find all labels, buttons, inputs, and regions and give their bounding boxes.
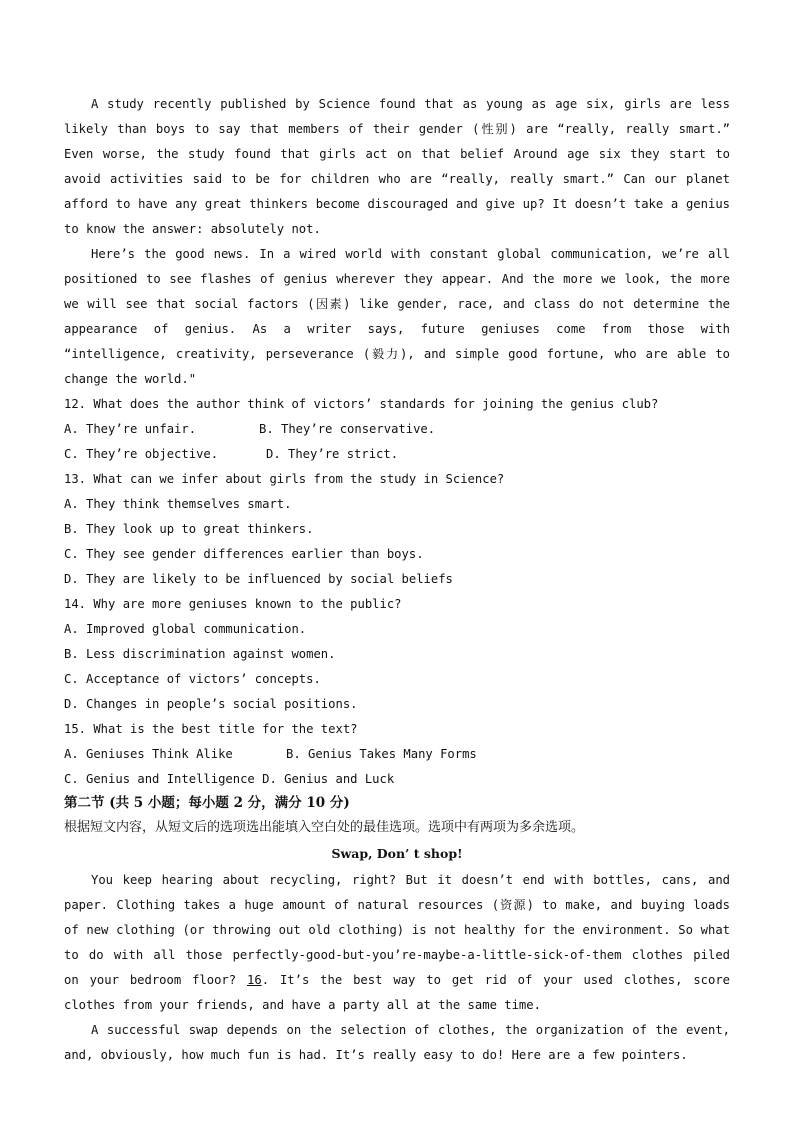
question-15-options-row-2[interactable]: C. Genius and Intelligence D. Genius and Luck <box>64 772 395 786</box>
paragraph-text: You keep hearing about recycling, right? But it doesn’t end with bottles, cans, and paper. Clothing takes a huge amount of natural resources (资源) to make, and buying loads of new clothing (or throwing out old clothing) is not healthy for the environment. So what to do with all those perfectly-good-but-you’re-maybe-a-little-sick-of-them clothes piled on your bedroom floor? <box>64 873 730 987</box>
option-a[interactable]: A. They’re unfair. <box>64 422 197 436</box>
section-instruction: 根据短文内容，从短文后的选项选出能填入空白处的最佳选项。选项中有两项为多余选项。 <box>64 820 585 835</box>
option-a[interactable]: A. Geniuses Think Alike <box>64 747 233 761</box>
exam-page <box>64 92 730 1068</box>
section-heading: 第二节 (共 5 小题；每小题 2 分，满分 10 分) <box>64 795 350 811</box>
option-b[interactable]: B. Genius Takes Many Forms <box>286 747 477 761</box>
passage-title: Swap, Don’ t shop! <box>331 846 463 861</box>
option-a[interactable]: A. They think themselves smart. <box>64 497 292 511</box>
option-d[interactable]: D. They are likely to be influenced by social beliefs <box>64 572 453 586</box>
question-12-options-row-1 <box>64 417 730 442</box>
question-15-stem: 15. What is the best title for the text? <box>64 722 358 736</box>
option-b[interactable]: B. They look up to great thinkers. <box>64 522 314 536</box>
passage-paragraph-1: A study recently published by Science found that as young as age six, girls are less likely than boys to say that members of their gender (性别) are “really, really smart.” Even worse, the study found that girls act on that belief Around age six they start to avoid activities said to be for children who are “really, really smart.” Can our planet afford to have any great thinkers become discouraged and give up? It doesn’t take a genius to know the answer: absolutely not. <box>64 97 730 236</box>
option-c[interactable]: C. They’re objective. <box>64 447 219 461</box>
question-14-stem: 14. Why are more geniuses known to the public? <box>64 597 402 611</box>
passage-paragraph-4: A successful swap depends on the selection of clothes, the organization of the event, and, obviously, how much fun is had. It’s really easy to do! Here are a few pointers. <box>64 1023 730 1062</box>
blank-16[interactable]: 16 <box>247 973 262 987</box>
question-13-stem: 13. What can we infer about girls from the study in Science? <box>64 472 505 486</box>
option-c[interactable]: C. They see gender differences earlier than boys. <box>64 547 424 561</box>
paragraph-text: . It’s the best way to get rid of your used clothes, score clothes from your friends, and have a party all at the same time. <box>64 973 731 1012</box>
option-d[interactable]: D. They’re strict. <box>266 447 399 461</box>
passage-paragraph-3 <box>64 868 730 1018</box>
option-b[interactable]: B. Less discrimination against women. <box>64 647 336 661</box>
option-d[interactable]: D. Changes in people’s social positions. <box>64 697 358 711</box>
question-12-stem: 12. What does the author think of victors’ standards for joining the genius club? <box>64 397 659 411</box>
question-15-options-row-1 <box>64 742 730 767</box>
option-c[interactable]: C. Acceptance of victors’ concepts. <box>64 672 321 686</box>
question-12-options-row-2 <box>64 442 730 467</box>
passage-paragraph-2: Here’s the good news. In a wired world with constant global communication, we’re all positioned to see flashes of genius wherever they appear. And the more we look, the more we will see that social factors (因素) like gender, race, and class do not determine the appearance of genius. As a writer says, future geniuses come from those with “intelligence, creativity, perseverance (毅力), and simple good fortune, who are able to change the world." <box>64 247 730 386</box>
option-b[interactable]: B. They’re conservative. <box>259 422 436 436</box>
option-a[interactable]: A. Improved global communication. <box>64 622 307 636</box>
